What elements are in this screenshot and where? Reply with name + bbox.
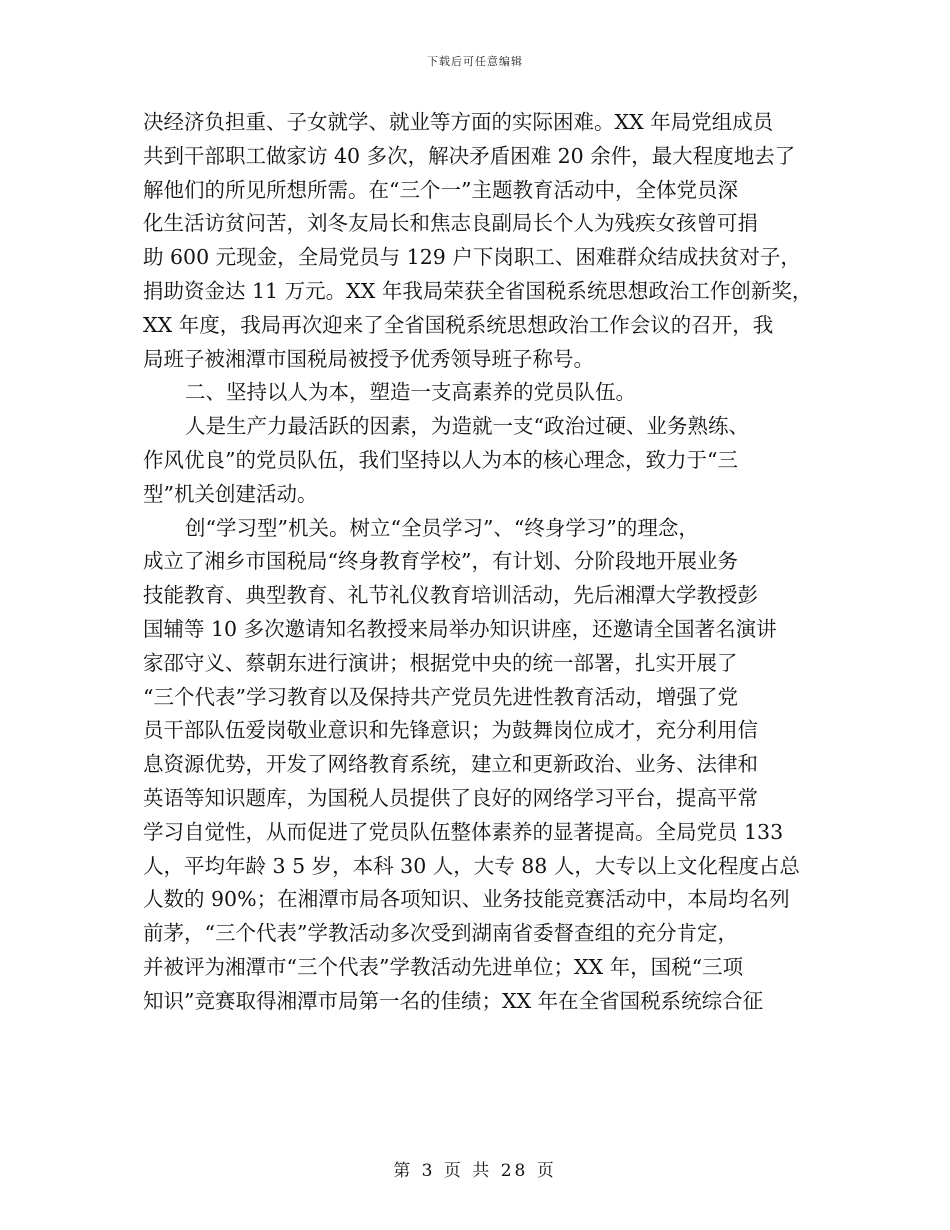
text-line: 人是生产力最活跃的因素，为造就一支“政治过硬、业务熟练、 bbox=[185, 414, 749, 439]
text-line: “三个代表”学习教育以及保持共产党员先进性教育活动，增强了党 bbox=[143, 684, 738, 709]
text-line: 创“学习型”机关。树立“全员学习”、“终身学习”的理念， bbox=[185, 515, 699, 540]
text-line: 前茅，“三个代表”学教活动多次受到湖南省委督查组的充分肯定， bbox=[143, 921, 738, 946]
text-line: 助 600 元现金，全局党员与 129 户下岗职工、困难群众结成扶贫对子， bbox=[143, 245, 801, 270]
page-header: 下载后可任意编辑 bbox=[427, 55, 523, 68]
text-line: 员干部队伍爱岗敬业意识和先锋意识；为鼓舞岗位成才，充分利用信 bbox=[143, 718, 758, 743]
text-line: 技能教育、典型教育、礼节礼仪教育培训活动，先后湘潭大学教授彭 bbox=[143, 583, 758, 608]
document-body bbox=[143, 106, 815, 1019]
page-footer: 第 3 页 共 28 页 bbox=[393, 1161, 557, 1181]
text-line: 捐助资金达 11 万元。XX 年我局荣获全省国税系统思想政治工作创新奖， bbox=[143, 278, 813, 303]
text-line: 解他们的所见所想所需。在“三个一”主题教育活动中，全体党员深 bbox=[143, 177, 738, 202]
text-line: XX 年度，我局再次迎来了全省国税系统思想政治工作会议的召开，我 bbox=[143, 312, 774, 337]
text-line: 共到干部职工做家访 40 多次，解决矛盾困难 20 余件，最大程度地去了 bbox=[143, 143, 796, 168]
text-line: 局班子被湘潭市国税局被授予优秀领导班子称号。 bbox=[143, 346, 594, 371]
text-line: 知识”竞赛取得湘潭市局第一名的佳绩；XX 年在全省国税系统综合征 bbox=[143, 988, 764, 1013]
text-line: 型”机关创建活动。 bbox=[143, 481, 318, 506]
text-line: 人，平均年龄 3 5 岁，本科 30 人，大专 88 人，大专以上文化程度占总 bbox=[143, 853, 800, 878]
text-line: 家邵守义、蔡朝东进行演讲；根据党中央的统一部署，扎实开展了 bbox=[143, 650, 738, 675]
text-line: 息资源优势，开发了网络教育系统，建立和更新政治、业务、法律和 bbox=[143, 752, 758, 777]
text-line: 化生活访贫问苦，刘冬友局长和焦志良副局长个人为残疾女孩曾可捐 bbox=[143, 211, 758, 236]
text-line: 人数的 90%；在湘潭市局各项知识、业务技能竞赛活动中，本局均名列 bbox=[143, 887, 790, 912]
text-line: 成立了湘乡市国税局“终身教育学校”，有计划、分阶段地开展业务 bbox=[143, 549, 738, 574]
text-line: 并被评为湘潭市“三个代表”学教活动先进单位；XX 年，国税“三项 bbox=[143, 954, 744, 979]
text-line: 二、坚持以人为本，塑造一支高素养的党员队伍。 bbox=[185, 380, 636, 405]
text-line: 作风优良”的党员队伍，我们坚持以人为本的核心理念，致力于“三 bbox=[143, 447, 738, 472]
text-line: 英语等知识题库，为国税人员提供了良好的网络学习平台，提高平常 bbox=[143, 785, 758, 810]
text-line: 决经济负担重、子女就学、就业等方面的实际困难。XX 年局党组成员 bbox=[143, 110, 774, 134]
text-line: 学习自觉性，从而促进了党员队伍整体素养的显著提高。全局党员 133 bbox=[143, 819, 784, 844]
text-line: 国辅等 10 多次邀请知名教授来局举办知识讲座，还邀请全国著名演讲 bbox=[143, 616, 777, 641]
